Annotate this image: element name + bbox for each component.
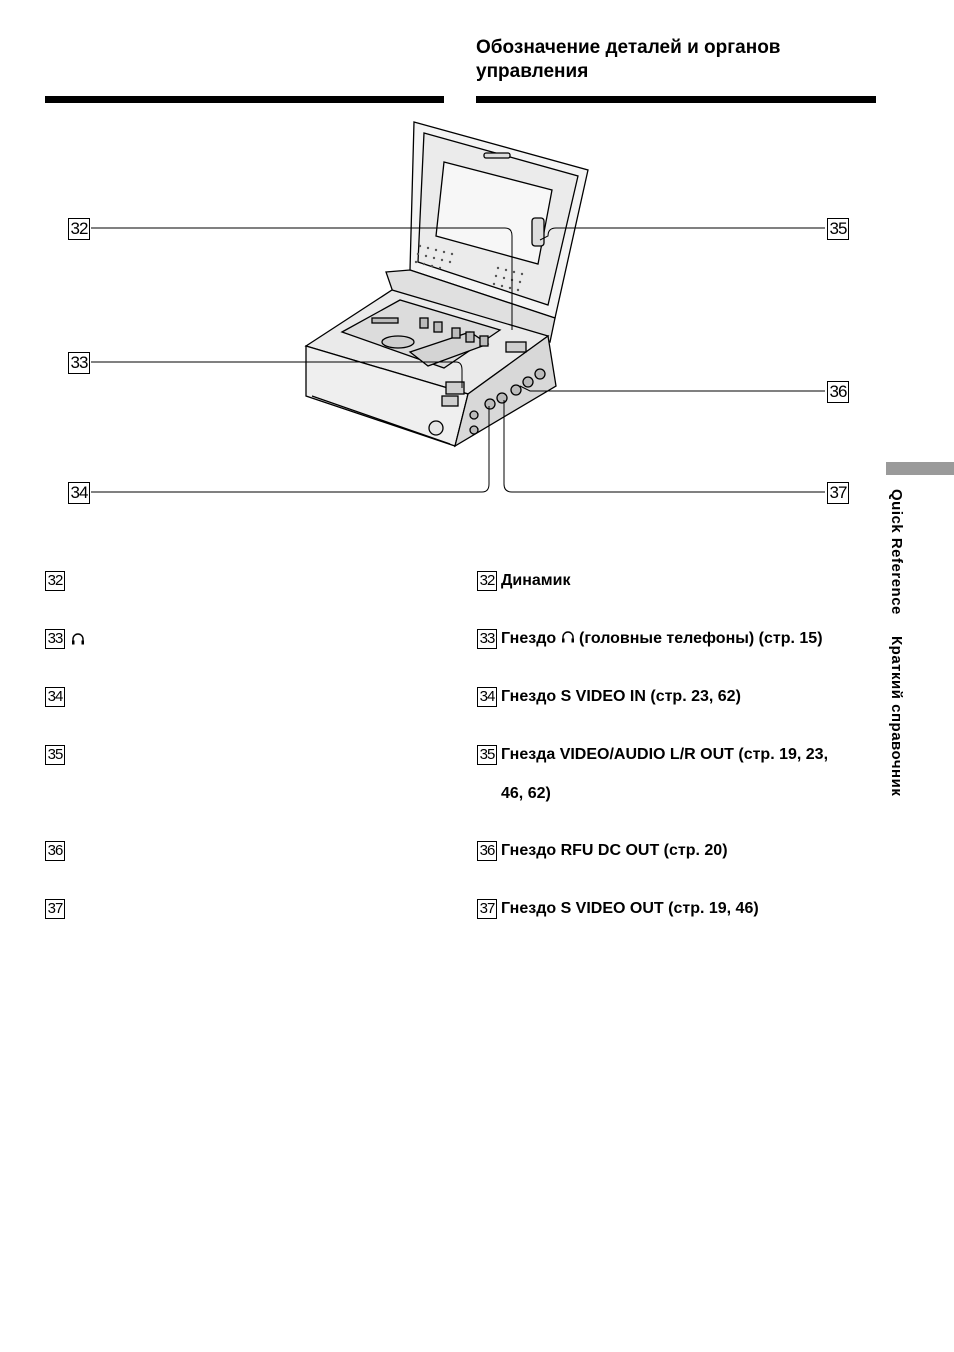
item-number: 34: [477, 687, 497, 707]
headphones-icon: [561, 630, 575, 644]
side-label-ru: Краткий справочник: [888, 635, 905, 796]
item-number: 35: [477, 745, 497, 765]
right-list-item: [477, 629, 877, 649]
device-illustration: [0, 110, 880, 530]
item-text: Гнездо RFU DC OUT (стр. 20): [501, 842, 728, 860]
right-list-item-continuation: 46, 62): [501, 785, 551, 802]
item-number: 36: [477, 841, 497, 861]
left-list-item: [45, 899, 69, 919]
right-list-item: [477, 745, 877, 765]
item-number: 32: [45, 571, 65, 591]
left-list-item: [45, 745, 69, 765]
page-title-line2: управления: [476, 61, 589, 82]
left-list-item: [45, 629, 85, 649]
item-number: 32: [477, 571, 497, 591]
left-list-item: [45, 571, 69, 591]
callout-36: 36: [827, 381, 849, 403]
item-text: (головные телефоны) (стр. 15): [579, 630, 823, 648]
page-title-line1: Обозначение деталей и органов: [476, 37, 781, 58]
item-text: Гнездо S VIDEO IN (стр. 23, 62): [501, 688, 741, 706]
item-number: 35: [45, 745, 65, 765]
right-list-item: [477, 841, 877, 861]
right-header-rule: [476, 96, 876, 103]
item-text: Динамик: [501, 572, 571, 590]
callout-32: 32: [68, 218, 90, 240]
side-section-tab: [886, 462, 954, 475]
callout-34: 34: [68, 482, 90, 504]
page-title: [476, 36, 896, 84]
right-list-item: [477, 899, 877, 919]
right-list-item: [477, 687, 877, 707]
callout-35: 35: [827, 218, 849, 240]
item-text: Гнездо S VIDEO OUT (стр. 19, 46): [501, 900, 759, 918]
item-text: Гнездо: [501, 630, 557, 648]
item-number: 37: [477, 899, 497, 919]
left-list-item: [45, 687, 69, 707]
item-number: 36: [45, 841, 65, 861]
left-header-rule: [45, 96, 444, 103]
side-section-label: [888, 489, 905, 812]
headphones-icon: [71, 632, 85, 646]
right-list-item: [477, 571, 877, 591]
left-list-item: [45, 841, 69, 861]
side-label-en: Quick Reference: [888, 489, 905, 615]
item-number: 33: [45, 629, 65, 649]
callout-37: 37: [827, 482, 849, 504]
item-number: 33: [477, 629, 497, 649]
callout-33: 33: [68, 352, 90, 374]
item-number: 34: [45, 687, 65, 707]
item-text: Гнезда VIDEO/AUDIO L/R OUT (стр. 19, 23,: [501, 746, 829, 764]
item-number: 37: [45, 899, 65, 919]
